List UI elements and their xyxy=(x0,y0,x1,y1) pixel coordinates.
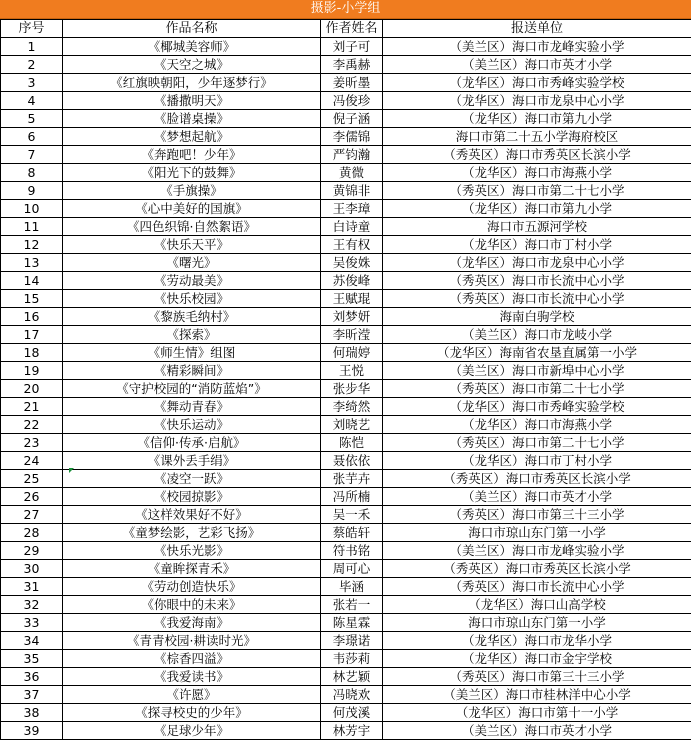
cell-author[interactable]: 林芳宇 xyxy=(321,722,383,740)
table-row xyxy=(1,524,691,542)
cell-work-title[interactable]: 《青青校园·耕读时光》 xyxy=(63,632,321,650)
cell-school[interactable]: （龙华区）海口市龙华小学 xyxy=(383,632,691,650)
cell-index[interactable]: 11 xyxy=(1,218,63,236)
header-school[interactable]: 报送单位 xyxy=(383,20,691,38)
cell-author[interactable]: 何茂溪 xyxy=(321,704,383,722)
cell-work-title[interactable]: 《探寻校史的少年》 xyxy=(63,704,321,722)
cell-work-title[interactable]: 《守护校园的“消防蓝焰”》 xyxy=(63,380,321,398)
cell-school[interactable]: （美兰区）海口市龙岐小学 xyxy=(383,326,691,344)
cell-author[interactable]: 姜昕墨 xyxy=(321,74,383,92)
cell-author[interactable]: 蔡皓轩 xyxy=(321,524,383,542)
cell-work-title[interactable]: 《脸谱桌操》 xyxy=(63,110,321,128)
cell-author[interactable]: 冯所楠 xyxy=(321,488,383,506)
cell-work-title[interactable]: 《足球少年》 xyxy=(63,722,321,740)
cell-school[interactable]: （秀英区）海口市第二十七小学 xyxy=(383,182,691,200)
table-row xyxy=(1,722,691,740)
cell-school[interactable]: （龙华区）海口市秀峰实验学校 xyxy=(383,398,691,416)
cell-school[interactable]: （龙华区）海口市金宇学校 xyxy=(383,650,691,668)
cell-index[interactable]: 16 xyxy=(1,308,63,326)
cell-index[interactable]: 19 xyxy=(1,362,63,380)
table-row xyxy=(1,434,691,452)
cell-school[interactable]: 海口市琼山东门第一小学 xyxy=(383,524,691,542)
cell-author[interactable]: 陈恺 xyxy=(321,434,383,452)
cell-work-title[interactable]: 《探索》 xyxy=(63,326,321,344)
cell-school[interactable]: （秀英区）海口市秀英区长滨小学 xyxy=(383,470,691,488)
cell-school[interactable]: （龙华区）海口市丁村小学 xyxy=(383,452,691,470)
cell-index[interactable]: 1 xyxy=(1,38,63,56)
cell-index[interactable]: 14 xyxy=(1,272,63,290)
cell-index[interactable]: 9 xyxy=(1,182,63,200)
cell-school[interactable]: （龙华区）海南省农垦直属第一小学 xyxy=(383,344,691,362)
cell-author[interactable]: 冯晓欢 xyxy=(321,686,383,704)
cell-index[interactable]: 18 xyxy=(1,344,63,362)
table-row xyxy=(1,344,691,362)
table-row xyxy=(1,326,691,344)
table-row xyxy=(1,146,691,164)
table-row xyxy=(1,470,691,488)
cell-index[interactable]: 25 xyxy=(1,470,63,488)
cell-school[interactable]: 海南白驹学校 xyxy=(383,308,691,326)
table-row xyxy=(1,560,691,578)
cell-work-title[interactable]: 《快乐光影》 xyxy=(63,542,321,560)
cell-author[interactable]: 刘晓艺 xyxy=(321,416,383,434)
table-row xyxy=(1,272,691,290)
cell-school[interactable]: （秀英区）海口市第二十七小学 xyxy=(383,434,691,452)
header-row xyxy=(1,20,691,38)
cell-author[interactable]: 倪子涵 xyxy=(321,110,383,128)
cell-author[interactable]: 李绮然 xyxy=(321,398,383,416)
table-row xyxy=(1,110,691,128)
cell-index[interactable]: 36 xyxy=(1,668,63,686)
cell-school[interactable]: （龙华区）海口市第九小学 xyxy=(383,200,691,218)
cell-index[interactable]: 10 xyxy=(1,200,63,218)
cell-index[interactable]: 37 xyxy=(1,686,63,704)
cell-work-title[interactable]: 《快乐校园》 xyxy=(63,290,321,308)
cell-author[interactable]: 严钧瀚 xyxy=(321,146,383,164)
cell-author[interactable]: 符书铭 xyxy=(321,542,383,560)
table-row xyxy=(1,632,691,650)
cell-index[interactable]: 23 xyxy=(1,434,63,452)
cell-index[interactable]: 22 xyxy=(1,416,63,434)
cell-work-title[interactable]: 《劳动最美》 xyxy=(63,272,321,290)
cell-school[interactable]: （秀英区）海口市秀英区长滨小学 xyxy=(383,560,691,578)
cell-author[interactable]: 刘梦妍 xyxy=(321,308,383,326)
table-row xyxy=(1,92,691,110)
cell-work-title[interactable]: 《播撒明天》 xyxy=(63,92,321,110)
cell-index[interactable]: 38 xyxy=(1,704,63,722)
table-row xyxy=(1,542,691,560)
cell-author[interactable]: 王有权 xyxy=(321,236,383,254)
cell-work-title[interactable]: 《棕香四溢》 xyxy=(63,650,321,668)
cell-work-title[interactable]: 《快乐天平》 xyxy=(63,236,321,254)
cell-work-title[interactable]: 《手旗操》 xyxy=(63,182,321,200)
cell-work-title[interactable]: 《师生情》组图 xyxy=(63,344,321,362)
cell-author[interactable]: 张步华 xyxy=(321,380,383,398)
cell-work-title[interactable]: 《天空之城》 xyxy=(63,56,321,74)
cell-work-title[interactable]: 《奔跑吧！少年》 xyxy=(63,146,321,164)
cell-author[interactable]: 黄微 xyxy=(321,164,383,182)
cell-comment-marker-icon xyxy=(69,468,74,473)
cell-work-title[interactable]: 《心中美好的国旗》 xyxy=(63,200,321,218)
cell-author[interactable]: 黄锦非 xyxy=(321,182,383,200)
table-row xyxy=(1,650,691,668)
cell-school[interactable]: （龙华区）海口山高学校 xyxy=(383,596,691,614)
cell-school[interactable]: 海口市五源河学校 xyxy=(383,218,691,236)
cell-work-title[interactable]: 《梦想起航》 xyxy=(63,128,321,146)
cell-work-title[interactable]: 《你眼中的未来》 xyxy=(63,596,321,614)
cell-index[interactable]: 34 xyxy=(1,632,63,650)
cell-index[interactable]: 3 xyxy=(1,74,63,92)
table-row xyxy=(1,218,691,236)
cell-work-title[interactable]: 《许愿》 xyxy=(63,686,321,704)
cell-school[interactable]: （龙华区）海口市秀峰实验学校 xyxy=(383,74,691,92)
cell-work-title[interactable]: 《快乐运动》 xyxy=(63,416,321,434)
table-row xyxy=(1,38,691,56)
cell-work-title[interactable]: 《我爱海南》 xyxy=(63,614,321,632)
table-row xyxy=(1,290,691,308)
cell-work-title[interactable]: 《这样效果好不好》 xyxy=(63,506,321,524)
cell-author[interactable]: 周可心 xyxy=(321,560,383,578)
table-row xyxy=(1,56,691,74)
cell-school[interactable]: （秀英区）海口市第二十七小学 xyxy=(383,380,691,398)
cell-author[interactable]: 白诗童 xyxy=(321,218,383,236)
cell-author[interactable]: 吴俊姝 xyxy=(321,254,383,272)
cell-index[interactable]: 27 xyxy=(1,506,63,524)
cell-work-title[interactable]: 《信仰·传承·启航》 xyxy=(63,434,321,452)
cell-index[interactable]: 33 xyxy=(1,614,63,632)
cell-author[interactable]: 王赋琨 xyxy=(321,290,383,308)
cell-author[interactable]: 李昕滢 xyxy=(321,326,383,344)
table-row xyxy=(1,254,691,272)
cell-author[interactable]: 聂依依 xyxy=(321,452,383,470)
cell-index[interactable]: 7 xyxy=(1,146,63,164)
cell-author[interactable]: 毕涵 xyxy=(321,578,383,596)
cell-index[interactable]: 35 xyxy=(1,650,63,668)
cell-index[interactable]: 28 xyxy=(1,524,63,542)
cell-author[interactable]: 林艺颖 xyxy=(321,668,383,686)
cell-index[interactable]: 4 xyxy=(1,92,63,110)
cell-school[interactable]: （龙华区）海口市海燕小学 xyxy=(383,164,691,182)
table-row xyxy=(1,614,691,632)
cell-work-title[interactable]: 《童梦绘影，艺彩飞扬》 xyxy=(63,524,321,542)
cell-author[interactable]: 何瑞婷 xyxy=(321,344,383,362)
cell-school[interactable]: （美兰区）海口市英才小学 xyxy=(383,488,691,506)
cell-work-title[interactable]: 《阳光下的鼓舞》 xyxy=(63,164,321,182)
cell-index[interactable]: 5 xyxy=(1,110,63,128)
cell-author[interactable]: 王李璋 xyxy=(321,200,383,218)
table-row xyxy=(1,398,691,416)
cell-author[interactable]: 王悦 xyxy=(321,362,383,380)
cell-index[interactable]: 17 xyxy=(1,326,63,344)
cell-work-title[interactable]: 《精彩瞬间》 xyxy=(63,362,321,380)
cell-school[interactable]: （美兰区）海口市英才小学 xyxy=(383,722,691,740)
table-row xyxy=(1,236,691,254)
cell-school[interactable]: （秀英区）海口市长流中心小学 xyxy=(383,578,691,596)
cell-author[interactable]: 刘子可 xyxy=(321,38,383,56)
cell-author[interactable]: 张芋卉 xyxy=(321,470,383,488)
table-row xyxy=(1,506,691,524)
cell-author[interactable]: 张若一 xyxy=(321,596,383,614)
cell-work-title[interactable]: 《课外丢手绢》 xyxy=(63,452,321,470)
table-row xyxy=(1,200,691,218)
cell-index[interactable]: 31 xyxy=(1,578,63,596)
table-row xyxy=(1,488,691,506)
header-author[interactable]: 作者姓名 xyxy=(321,20,383,38)
cell-author[interactable]: 冯俊珍 xyxy=(321,92,383,110)
cell-index[interactable]: 2 xyxy=(1,56,63,74)
header-index[interactable]: 序号 xyxy=(1,20,63,38)
cell-author[interactable]: 陈星霖 xyxy=(321,614,383,632)
cell-index[interactable]: 24 xyxy=(1,452,63,470)
cell-school[interactable]: （龙华区）海口市龙泉中心小学 xyxy=(383,92,691,110)
cell-author[interactable]: 韦莎莉 xyxy=(321,650,383,668)
cell-author[interactable]: 李儒锦 xyxy=(321,128,383,146)
cell-work-title[interactable]: 《红旗映朝阳，少年逐梦行》 xyxy=(63,74,321,92)
cell-school[interactable]: （美兰区）海口市桂林洋中心小学 xyxy=(383,686,691,704)
cell-school[interactable]: （秀英区）海口市第三十三小学 xyxy=(383,668,691,686)
table-row xyxy=(1,578,691,596)
table-row xyxy=(1,362,691,380)
cell-index[interactable]: 13 xyxy=(1,254,63,272)
cell-index[interactable]: 39 xyxy=(1,722,63,740)
cell-index[interactable]: 21 xyxy=(1,398,63,416)
cell-index[interactable]: 8 xyxy=(1,164,63,182)
table-row xyxy=(1,416,691,434)
cell-school[interactable]: （秀英区）海口市长流中心小学 xyxy=(383,290,691,308)
cell-index[interactable]: 15 xyxy=(1,290,63,308)
table-row xyxy=(1,380,691,398)
cell-school[interactable]: （秀英区）海口市第三十三小学 xyxy=(383,506,691,524)
sheet-title[interactable]: 摄影-小学组 xyxy=(0,0,691,19)
cell-author[interactable]: 苏俊峰 xyxy=(321,272,383,290)
cell-school[interactable]: 海口市第二十五小学海府校区 xyxy=(383,128,691,146)
cell-school[interactable]: （龙华区）海口市第九小学 xyxy=(383,110,691,128)
header-work-title[interactable]: 作品名称 xyxy=(63,20,321,38)
cell-author[interactable]: 李禹赫 xyxy=(321,56,383,74)
cell-school[interactable]: （美兰区）海口市龙峰实验小学 xyxy=(383,38,691,56)
cell-index[interactable]: 30 xyxy=(1,560,63,578)
table-row xyxy=(1,668,691,686)
cell-school[interactable]: （美兰区）海口市英才小学 xyxy=(383,56,691,74)
cell-school[interactable]: （秀英区）海口市秀英区长滨小学 xyxy=(383,146,691,164)
cell-work-title[interactable]: 《劳动创造快乐》 xyxy=(63,578,321,596)
cell-school[interactable]: （美兰区）海口市龙峰实验小学 xyxy=(383,542,691,560)
cell-index[interactable]: 29 xyxy=(1,542,63,560)
entries-table xyxy=(0,19,691,740)
cell-work-title[interactable]: 《曙光》 xyxy=(63,254,321,272)
cell-school[interactable]: （龙华区）海口市海燕小学 xyxy=(383,416,691,434)
cell-index[interactable]: 12 xyxy=(1,236,63,254)
cell-work-title[interactable]: 《童眸探青禾》 xyxy=(63,560,321,578)
cell-school[interactable]: 海口市琼山东门第一小学 xyxy=(383,614,691,632)
table-row xyxy=(1,308,691,326)
cell-work-title[interactable]: 《四色织锦·自然絮语》 xyxy=(63,218,321,236)
cell-index[interactable]: 6 xyxy=(1,128,63,146)
table-row xyxy=(1,182,691,200)
cell-school[interactable]: （美兰区）海口市新埠中心小学 xyxy=(383,362,691,380)
table-row xyxy=(1,596,691,614)
cell-school[interactable]: （龙华区）海口市第十一小学 xyxy=(383,704,691,722)
table-row xyxy=(1,164,691,182)
cell-work-title[interactable]: 《凌空一跃》 xyxy=(63,470,321,488)
cell-work-title[interactable]: 《椰城美容师》 xyxy=(63,38,321,56)
cell-work-title[interactable]: 《校园掠影》 xyxy=(63,488,321,506)
table-row xyxy=(1,704,691,722)
table-row xyxy=(1,74,691,92)
cell-index[interactable]: 20 xyxy=(1,380,63,398)
cell-school[interactable]: （龙华区）海口市龙泉中心小学 xyxy=(383,254,691,272)
cell-work-title[interactable]: 《我爱读书》 xyxy=(63,668,321,686)
cell-author[interactable]: 吴一禾 xyxy=(321,506,383,524)
cell-work-title[interactable]: 《舞动青春》 xyxy=(63,398,321,416)
cell-author[interactable]: 李璟诺 xyxy=(321,632,383,650)
cell-work-title[interactable]: 《黎族毛纳村》 xyxy=(63,308,321,326)
cell-index[interactable]: 32 xyxy=(1,596,63,614)
table-row xyxy=(1,686,691,704)
cell-school[interactable]: （龙华区）海口市丁村小学 xyxy=(383,236,691,254)
table-row xyxy=(1,128,691,146)
cell-index[interactable]: 26 xyxy=(1,488,63,506)
cell-school[interactable]: （秀英区）海口市长流中心小学 xyxy=(383,272,691,290)
table-row xyxy=(1,452,691,470)
